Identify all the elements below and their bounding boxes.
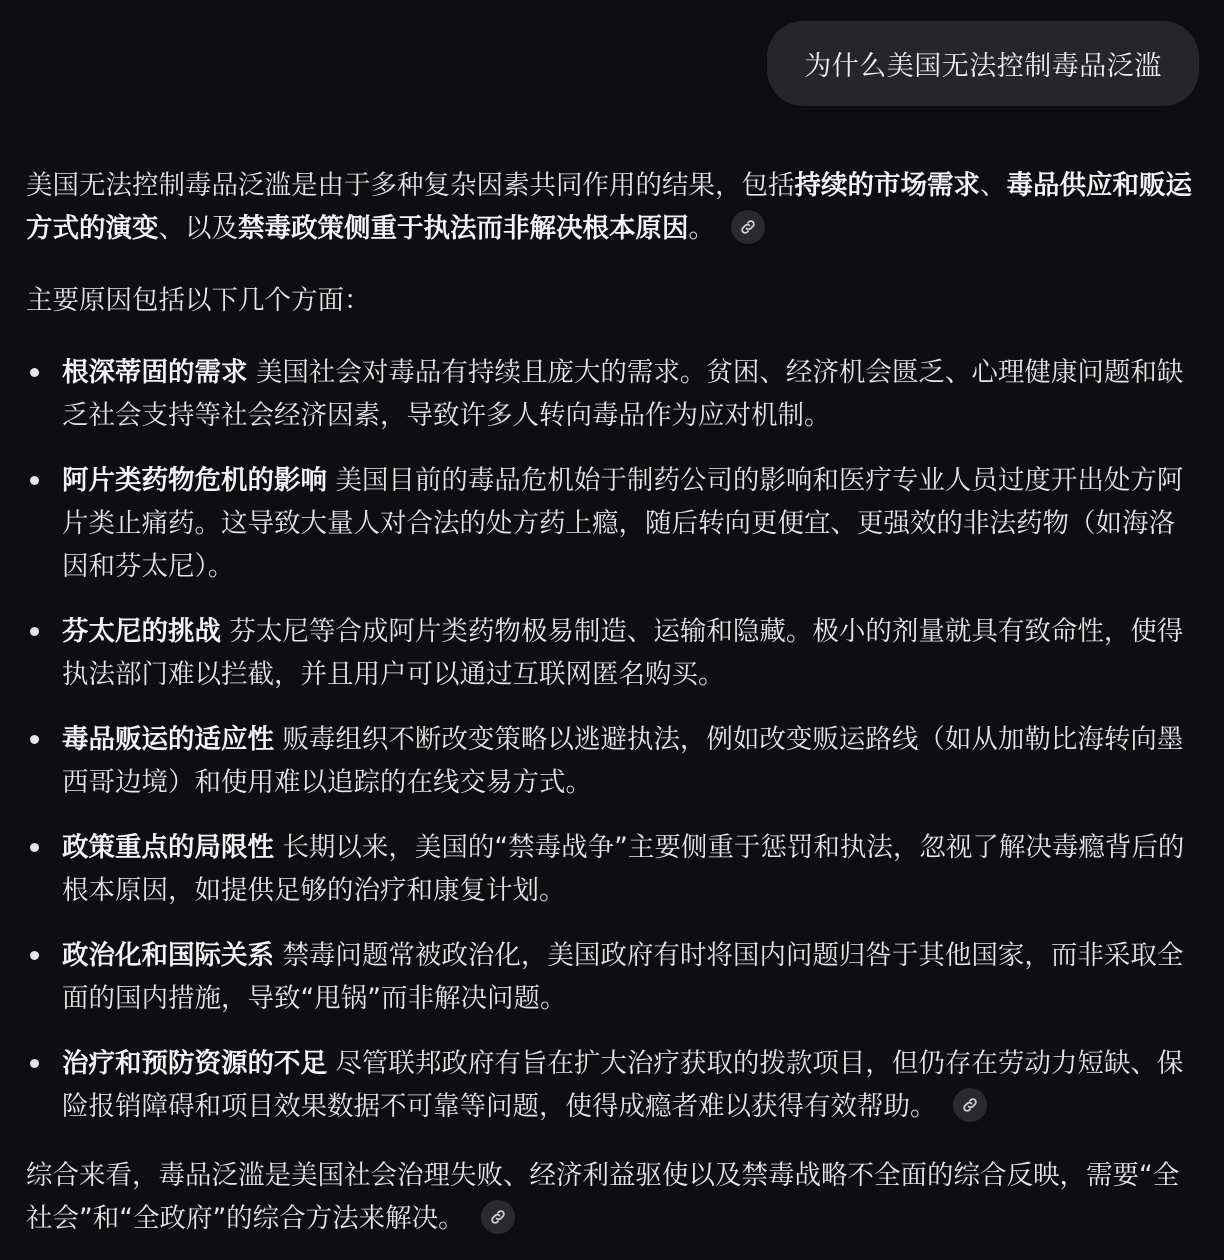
reason-title: 阿片类药物危机的影响 xyxy=(62,465,327,496)
reason-title: 政策重点的局限性 xyxy=(62,832,274,863)
intro-end: 。 xyxy=(688,213,715,244)
reason-text: 长期以来，美国的“禁毒战争”主要侧重于惩罚和执法，忽视了解决毒瘾背后的根本原因，如提供足够的治疗和康复计划。 xyxy=(62,832,1185,906)
reason-text: 美国社会对毒品有持续且庞大的需求。贫困、经济机会匮乏、心理健康问题和缺乏社会支持等社会经济因素，导致许多人转向毒品作为应对机制。 xyxy=(62,357,1184,431)
reason-title: 毒品贩运的适应性 xyxy=(62,724,274,755)
bullet-dot xyxy=(30,476,39,485)
reason-title: 政治化和国际关系 xyxy=(62,940,274,971)
conclusion-text: 综合来看，毒品泛滥是美国社会治理失败、经济利益驱使以及禁毒战略不全面的综合反映，需要“全社会”和“全政府”的综合方法来解决。 xyxy=(26,1160,1180,1234)
reason-text: 芬太尼等合成阿片类药物极易制造、运输和隐藏。极小的剂量就具有致命性，使得执法部门难以拦截，并且用户可以通过互联网匿名购买。 xyxy=(62,616,1184,690)
intro-bold-3: 禁毒政策侧重于执法而非解决根本原因 xyxy=(238,213,689,244)
reason-item xyxy=(26,351,1198,437)
reason-item xyxy=(26,718,1198,804)
intro-sep-2: 、以及 xyxy=(158,213,238,244)
bullet-dot xyxy=(30,735,39,744)
reason-title: 治疗和预防资源的不足 xyxy=(62,1048,327,1079)
bullet-dot xyxy=(30,1059,39,1068)
answer-lead: 主要原因包括以下几个方面： xyxy=(26,285,371,316)
source-link-button[interactable] xyxy=(731,210,765,244)
answer-conclusion xyxy=(26,1154,1198,1240)
bullet-dot xyxy=(30,627,39,636)
reason-item xyxy=(26,610,1198,696)
user-message-text: 为什么美国无法控制毒品泛滥 xyxy=(804,51,1162,82)
intro-bold-1: 持续的市场需求 xyxy=(794,170,980,201)
reasons-list xyxy=(26,351,1198,1128)
link-icon xyxy=(739,218,757,236)
intro-bold-2: 毒品供应和贩运方式的演变 xyxy=(26,170,1192,244)
source-link-button[interactable] xyxy=(481,1200,515,1234)
reason-item xyxy=(26,1042,1198,1128)
reason-text: 美国目前的毒品危机始于制药公司的影响和医疗专业人员过度开出处方阿片类止痛药。这导致大量人对合法的处方药上瘾，随后转向更便宜、更强效的非法药物（如海洛因和芬太尼）。 xyxy=(62,465,1184,582)
reason-title: 芬太尼的挑战 xyxy=(62,616,221,647)
bullet-dot xyxy=(30,368,39,377)
link-icon xyxy=(489,1208,507,1226)
user-message-bubble xyxy=(767,21,1199,106)
intro-sep-1: 、 xyxy=(980,170,1007,201)
assistant-answer xyxy=(26,164,1198,1240)
reason-text: 贩毒组织不断改变策略以逃避执法，例如改变贩运路线（如从加勒比海转向墨西哥边境）和使用难以追踪的在线交易方式。 xyxy=(62,724,1184,798)
answer-intro xyxy=(26,164,1198,250)
reason-text: 禁毒问题常被政治化，美国政府有时将国内问题归咎于其他国家，而非采取全面的国内措施，导致“甩锅”而非解决问题。 xyxy=(62,940,1184,1014)
reason-item xyxy=(26,934,1198,1020)
bullet-dot xyxy=(30,951,39,960)
reason-item xyxy=(26,459,1198,588)
link-icon xyxy=(961,1096,979,1114)
reason-item xyxy=(26,826,1198,912)
intro-text-1: 美国无法控制毒品泛滥是由于多种复杂因素共同作用的结果，包括 xyxy=(26,170,795,201)
reason-text: 尽管联邦政府有旨在扩大治疗获取的拨款项目，但仍存在劳动力短缺、保险报销障碍和项目效果数据不可靠等问题，使得成瘾者难以获得有效帮助。 xyxy=(62,1048,1184,1122)
bullet-dot xyxy=(30,843,39,852)
source-link-button[interactable] xyxy=(953,1088,987,1122)
reason-title: 根深蒂固的需求 xyxy=(62,357,248,388)
